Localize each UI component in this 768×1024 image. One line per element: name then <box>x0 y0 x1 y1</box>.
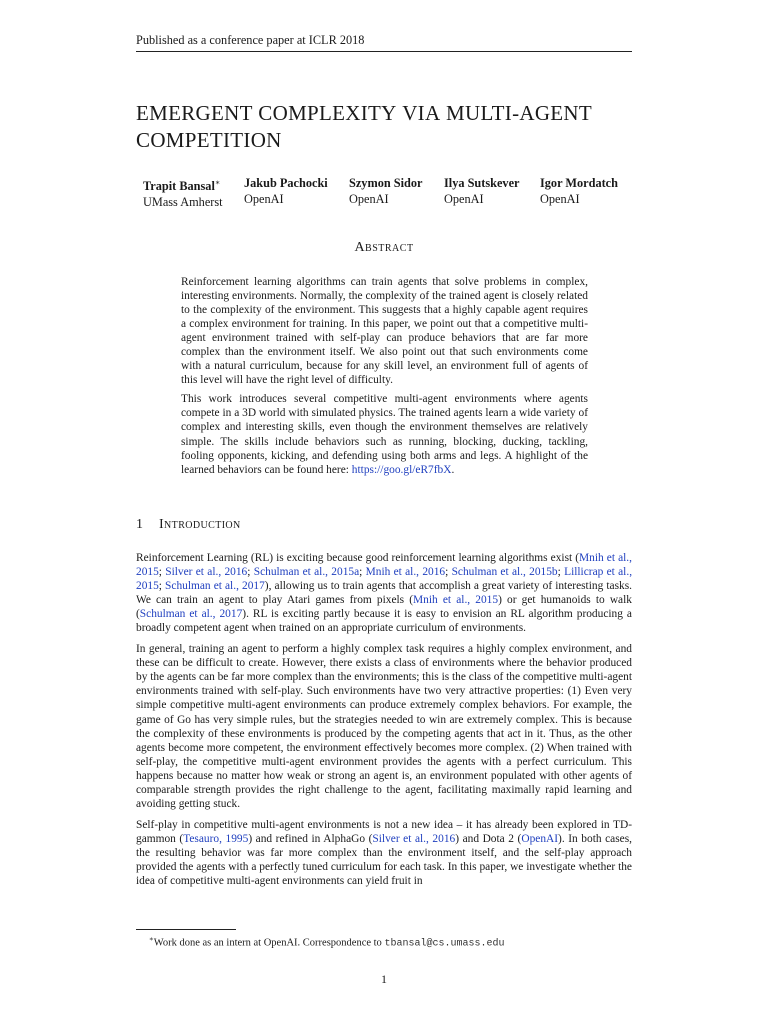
abstract-body <box>181 275 588 482</box>
citation-link[interactable]: Silver et al., 2016 <box>165 566 248 579</box>
citation-link[interactable]: Mnih et al., 2015 <box>413 594 499 607</box>
author-affiliation: UMass Amherst <box>143 195 223 210</box>
author: Trapit Bansal∗ UMass Amherst <box>143 178 223 210</box>
author: Szymon Sidor OpenAI <box>349 176 423 206</box>
citation-link[interactable]: Schulman et al., 2015a <box>253 566 360 579</box>
citation-link[interactable]: Lillicrap et al., 2015 <box>136 566 633 593</box>
footnote-rule <box>136 929 236 930</box>
citation-link[interactable]: Schulman et al., 2017 <box>139 608 243 621</box>
citation-link[interactable]: Schulman et al., 2015b <box>451 566 558 579</box>
footnote: ∗Work done as an intern at OpenAI. Correspondence to tbansal@cs.umass.edu <box>149 935 505 950</box>
running-header: Published as a conference paper at ICLR 2018 <box>136 33 632 52</box>
body-paragraph: In general, training an agent to perform a highly complex task requires a highly complex environment, and these can be difficult to create. However, there exists a class of environments where the behavior produced by the agents can be far more complex than the environments; this is the class of the competitive multi-agent environments trained with self-play. Such environments have two very attractive properties: (1) Even very simple competitive multi-agent environments can produce extremely complex behaviors. For example, the game of Go has very simple rules, but the strategies needed to win are extremely complex. This is because the complexity of these environments is produced by the competing agents that act in it. Thus, as the other agents become more competent, the environment effectively becomes more complex. (2) When trained with self-play, the competitive multi-agent environment provides the agents with a perfect curriculum. This happens because no matter how weak or strong an agent is, an environment populated with other agents of comparable strength provides the right challenge to the agent, facilitating maximally rapid learning and avoiding getting stuck. <box>136 643 632 810</box>
author: Jakub Pachocki OpenAI <box>244 176 328 206</box>
citation-link[interactable]: Silver et al., 2016 <box>372 832 456 845</box>
author-affiliation: OpenAI <box>540 192 580 206</box>
paper-title: EMERGENT COMPLEXITY VIA MULTI-AGENT COMPETITION <box>136 101 593 152</box>
body-paragraph: Reinforcement Learning (RL) is exciting because good reinforcement learning algorithms exist (Mnih et al., 2015; Silver et al., 2016; Schulman et al., 2015a; Mnih et al., 2016; Schulman et al., 2015b; Lillicrap et al., 2015; Schulman et al., 2017), allowing us to train agents that accomplish a great variety of interesting tasks. We can train an agent to play Atari games from pixels (Mnih et al., 2015) or get humanoids to walk (Schulman et al., 2017). RL is exciting partly because it is easy to envision an RL algorithm producing a broadly competent agent when trained on an appropriate curriculum of environments. <box>136 552 633 635</box>
citation-link[interactable]: Schulman et al., 2017 <box>165 580 265 593</box>
abstract-paragraph: This work introduces several competitive multi-agent environments where agents compete in a 3D world with simulated physics. The trained agents learn a wide variety of complex and interesting skills, even though the environment themselves are relatively simple. The skills include behaviors such as running, blocking, ducking, tackling, fooling opponents, kicking, and defending using both arms and legs. A highlight of the learned behaviors can be found here: https://goo.gl/eR7fbX. <box>181 393 588 476</box>
author-affiliation: OpenAI <box>349 192 389 206</box>
author-affiliation: OpenAI <box>444 192 484 206</box>
abstract-paragraph: Reinforcement learning algorithms can train agents that solve problems in complex, interesting environments. Normally, the complexity of the trained agent is closely related to the complexity of the environment. This suggests that a highly capable agent requires a complex environment for training. In this paper, we point out that a competitive multi-agent environment trained with self-play can produce behaviors that are far more complex than the environment itself. We also point out that such environments come with a natural curriculum, because for any skill level, an environment full of agents of this level will have the right level of difficulty. <box>181 276 588 387</box>
citation-link[interactable]: Tesauro, 1995 <box>183 832 249 845</box>
section-heading: 1 Introduction <box>136 517 241 532</box>
introduction-body <box>136 551 632 895</box>
author: Ilya Sutskever OpenAI <box>444 176 520 206</box>
citation-link[interactable]: Mnih et al., 2015 <box>136 552 633 579</box>
citation-link[interactable]: Mnih et al., 2016 <box>365 566 446 579</box>
video-link[interactable]: https://goo.gl/eR7fbX <box>351 463 452 476</box>
author-affiliation: OpenAI <box>244 192 284 206</box>
email-address[interactable]: tbansal@cs.umass.edu <box>384 938 505 950</box>
citation-link[interactable]: OpenAI <box>521 832 559 845</box>
page-number: 1 <box>381 972 387 986</box>
abstract-heading: Abstract <box>354 240 414 255</box>
author: Igor Mordatch OpenAI <box>540 176 618 206</box>
body-paragraph: Self-play in competitive multi-agent environments is not a new idea – it has already been explored in TD-gammon (Tesauro, 1995) and refined in AlphaGo (Silver et al., 2016) and Dota 2 (OpenAI). In both cases, the resulting behavior was far more complex than the environment itself, and the self-play approach provided the agents with a perfectly tuned curriculum for each task. In this paper, we investigate whether the idea of competitive multi-agent environments can yield fruit in <box>136 818 632 888</box>
